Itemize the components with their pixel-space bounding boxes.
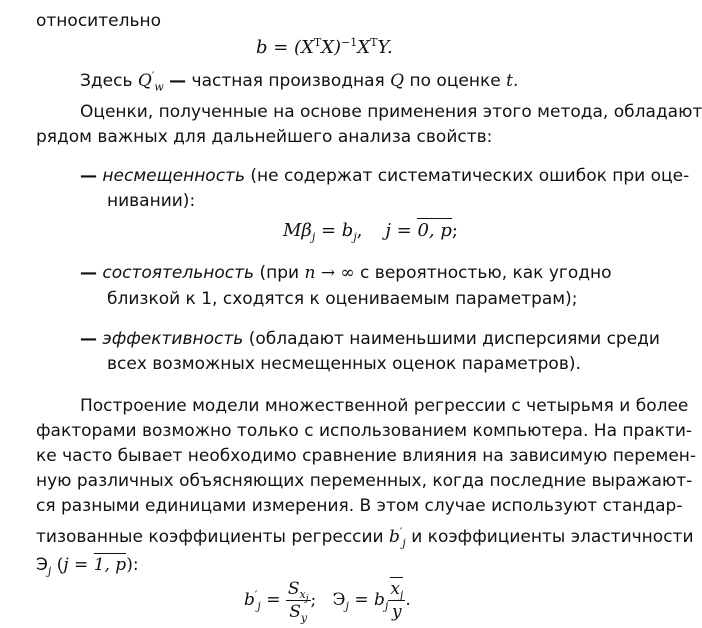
term: несмещенность [102,166,245,186]
punct: ; [451,220,458,241]
sub: w [154,80,164,94]
sub: j [257,599,261,613]
text-line [80,101,702,123]
text-line [107,353,581,375]
sym: b [244,590,255,610]
text-line [36,445,696,467]
sym: = b [315,220,354,241]
range-expr: (j = 1, p) [56,555,133,575]
formula-part: Y. [377,37,393,58]
text: рядом важных для дальнейшего анализа свойств: [36,127,493,147]
formula-unbiased [283,220,458,242]
sub: j [345,599,349,613]
sym: Mβ [283,220,312,241]
text-line [36,526,694,548]
sub: j [305,594,309,605]
text: Здесь [80,71,138,91]
bullet-efficiency [80,328,660,350]
sup: ′ [254,588,258,602]
sym-elasticity: Э [332,590,346,610]
sub: j [402,536,406,550]
text-line [36,495,682,517]
text: близкой к 1, сходятся к оцениваемым параметрам); [107,289,578,309]
sym: j = [385,220,418,241]
text: нивании): [107,191,196,211]
math-q [137,69,164,94]
comma: , [356,220,363,241]
sym: Q [137,71,152,91]
sym: Q [390,71,405,91]
text: (не содержат систематических ошибок при оце- [244,166,690,186]
formula-part: b = (X [256,37,314,58]
term: состоятельность [102,263,255,283]
text: Оценки, полученные на основе применения этого метода, обладают [80,102,702,122]
formula-ols [256,37,393,59]
sup: T [370,36,378,49]
sym: S [289,602,301,623]
dash: — [80,329,97,349]
text: Построение модели множественной регрессии с четырьмя и более [80,396,689,416]
sub: x [299,588,306,602]
text-line [36,470,692,492]
text: тизованные коэффициенты регрессии [36,527,390,547]
formula-standardized [244,578,411,625]
text: по оценке [404,71,507,91]
fraction-sx-sy [286,579,311,623]
math-bprime [389,525,406,550]
text: (обладают наименьшими дисперсиями среди [243,329,660,349]
sym: S [287,578,300,599]
formula-part: X) [321,37,342,58]
text-line [36,126,492,148]
punct: ; [310,590,317,610]
text-line [36,420,692,442]
sym-elasticity: Э [36,555,48,575]
fraction-xbar-ybar [388,579,405,622]
dash: — [80,166,97,186]
text: с вероятностью, как угодно [354,263,612,283]
text: относительно [36,11,161,31]
sym: = [260,590,286,610]
dash: — [169,71,187,91]
text: всех возможных несмещенных оценок параметров). [107,354,581,374]
text-line [107,190,195,212]
formula-part: X [357,37,371,58]
sup: ′ [151,69,155,83]
text: ную различных объясняющих переменных, когда последние выражают- [36,471,693,491]
text-line [80,70,518,92]
text-line [36,554,139,576]
range: 1, p [93,555,127,575]
sym: = [348,590,374,610]
sub: j [399,588,404,602]
bullet-unbiasedness [80,165,689,187]
sup: −1 [341,36,358,49]
bullet-consistency [80,262,612,284]
sym: j [63,555,69,575]
sym: x [390,579,400,599]
sub: j [311,230,316,244]
sym: n → ∞ [304,263,355,283]
xbar [390,577,404,602]
text: факторами возможно только с использованием компьютера. На практи- [36,421,693,441]
text: ке часто бывает необходимо сравнение влияния на зависимую перемен- [36,446,697,466]
sub: y [300,611,308,625]
text-line [107,288,577,310]
text: : [132,555,139,575]
sub: j [353,230,357,244]
sup: ′ [399,525,403,539]
text: и коэффициенты эластичности [405,527,694,547]
text: (при [254,263,305,283]
sub: j [384,599,389,613]
ybar: y [392,602,402,622]
text-line [80,395,688,417]
range: 0, p [417,220,452,241]
dash: — [80,263,97,283]
text-line [36,10,161,32]
sup: T [313,36,322,49]
sym: b [389,527,400,547]
text: ся разными единицами измерения. В этом случае используют стандар- [36,496,683,516]
sub: j [47,564,52,578]
term: эффективность [102,329,244,349]
punct: . [405,590,411,610]
sym: t. [506,71,519,91]
sym: b [374,590,385,610]
text: частная производная [186,71,391,91]
